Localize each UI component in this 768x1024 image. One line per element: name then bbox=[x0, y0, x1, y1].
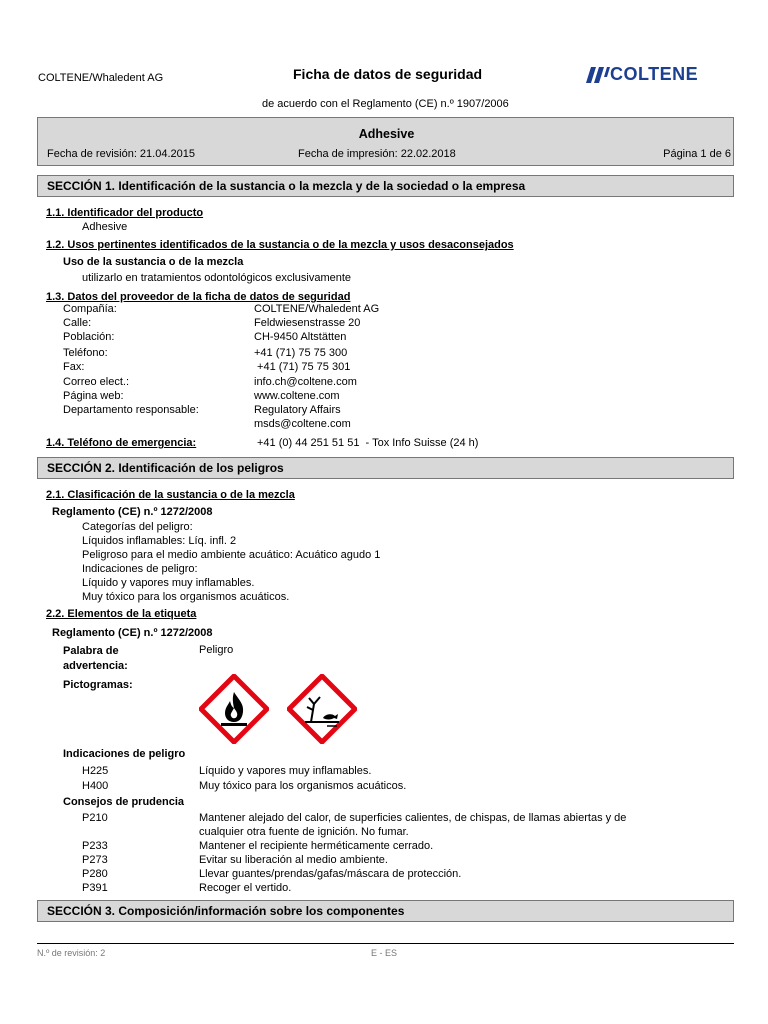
supplier-value: msds@coltene.com bbox=[254, 418, 351, 430]
subsection-1-2: 1.2. Usos pertinentes identificados de la sustancia o de la mezcla y usos desaconsejados bbox=[46, 239, 514, 251]
supplier-label: Calle: bbox=[63, 317, 92, 329]
precautionary-label: Consejos de prudencia bbox=[63, 796, 185, 808]
supplier-row bbox=[63, 317, 623, 331]
classification-line: Indicaciones de peligro: bbox=[82, 563, 198, 575]
supplier-label: Fax: bbox=[63, 361, 85, 373]
supplier-row bbox=[63, 404, 623, 418]
supplier-value: Feldwiesenstrasse 20 bbox=[254, 317, 361, 329]
section-3-header: SECCIÓN 3. Composición/información sobre los componentes bbox=[37, 900, 734, 922]
signal-word-label bbox=[63, 644, 128, 674]
print-date: Fecha de impresión: 22.02.2018 bbox=[298, 148, 456, 160]
regulation-label: Reglamento (CE) n.º 1272/2008 bbox=[52, 506, 213, 518]
supplier-value: +41 (71) 75 75 301 bbox=[254, 361, 351, 373]
classification-line: Líquido y vapores muy inflamables. bbox=[82, 577, 255, 589]
subsection-1-4: 1.4. Teléfono de emergencia: bbox=[46, 437, 197, 449]
precaution-code: P391 bbox=[82, 882, 108, 894]
signal-label-line: advertencia: bbox=[63, 660, 128, 672]
classification-line: Líquidos inflamables: Líq. infl. 2 bbox=[82, 535, 237, 547]
classification-line: Categorías del peligro: bbox=[82, 521, 193, 533]
use-text: utilizarlo en tratamientos odontológicos exclusivamente bbox=[82, 272, 352, 284]
revision-date: Fecha de revisión: 21.04.2015 bbox=[47, 148, 195, 160]
supplier-label: Compañía: bbox=[63, 303, 117, 315]
precaution-text: Evitar su liberación al medio ambiente. bbox=[199, 854, 388, 866]
pictograms-label: Pictogramas: bbox=[63, 679, 133, 691]
hazard-row bbox=[82, 764, 682, 779]
supplier-label: Población: bbox=[63, 331, 115, 343]
supplier-details bbox=[63, 303, 623, 432]
section-1-header: SECCIÓN 1. Identificación de la sustancia o la mezcla y de la sociedad o la empresa bbox=[37, 175, 734, 197]
supplier-label: Teléfono: bbox=[63, 347, 108, 359]
emergency-phone: +41 (0) 44 251 51 51 - Tox Info Suisse (24 h) bbox=[257, 437, 479, 449]
logo-text: COLTENE bbox=[610, 64, 699, 84]
hazard-code: H225 bbox=[82, 765, 109, 777]
precaution-row bbox=[82, 853, 702, 867]
precaution-code: P233 bbox=[82, 840, 108, 852]
environment-pictogram-icon bbox=[287, 674, 357, 744]
signal-word: Peligro bbox=[199, 644, 234, 656]
precaution-text: Mantener el recipiente herméticamente cerrado. bbox=[199, 840, 434, 852]
section-2-header: SECCIÓN 2. Identificación de los peligros bbox=[37, 457, 734, 479]
regulation-line: de acuerdo con el Reglamento (CE) n.º 1907/2006 bbox=[262, 98, 509, 110]
supplier-row bbox=[63, 390, 623, 404]
use-label: Uso de la sustancia o de la mezcla bbox=[63, 256, 244, 268]
supplier-label: Departamento responsable: bbox=[63, 404, 199, 416]
product-info-box bbox=[37, 117, 734, 166]
supplier-value: COLTENE/Whaledent AG bbox=[254, 303, 380, 315]
precaution-row bbox=[82, 825, 702, 839]
precaution-row bbox=[82, 867, 702, 881]
subsection-1-3: 1.3. Datos del proveedor de la ficha de datos de seguridad bbox=[46, 291, 351, 303]
hazard-text: Muy tóxico para los organismos acuáticos. bbox=[199, 780, 407, 792]
precaution-row bbox=[82, 811, 702, 825]
product-identifier: Adhesive bbox=[82, 221, 128, 233]
footer-language: E - ES bbox=[371, 948, 398, 958]
supplier-row bbox=[63, 347, 623, 361]
precaution-code: P280 bbox=[82, 868, 108, 880]
supplier-value: CH-9450 Altstätten bbox=[254, 331, 347, 343]
classification-line: Muy tóxico para los organismos acuáticos. bbox=[82, 591, 290, 603]
supplier-row bbox=[63, 331, 623, 347]
regulation-label-2: Reglamento (CE) n.º 1272/2008 bbox=[52, 627, 213, 639]
precaution-list bbox=[82, 811, 702, 895]
coltene-logo-icon bbox=[586, 67, 610, 83]
hazard-row bbox=[82, 779, 682, 794]
precaution-code: P273 bbox=[82, 854, 108, 866]
precaution-row bbox=[82, 881, 702, 895]
precaution-text: Recoger el vertido. bbox=[199, 882, 292, 894]
classification-line: Peligroso para el medio ambiente acuático: Acuático agudo 1 bbox=[82, 549, 381, 561]
hazard-list bbox=[82, 764, 682, 794]
supplier-value: www.coltene.com bbox=[254, 390, 340, 402]
subsection-2-2: 2.2. Elementos de la etiqueta bbox=[46, 608, 197, 620]
hazard-text: Líquido y vapores muy inflamables. bbox=[199, 765, 372, 777]
subsection-1-1: 1.1. Identificador del producto bbox=[46, 207, 204, 219]
document-title: Ficha de datos de seguridad bbox=[293, 66, 483, 82]
page-number: Página 1 de 6 bbox=[663, 148, 731, 160]
supplier-value: Regulatory Affairs bbox=[254, 404, 341, 416]
supplier-label: Página web: bbox=[63, 390, 124, 402]
precaution-code: P210 bbox=[82, 812, 108, 824]
flame-pictogram-icon bbox=[199, 674, 269, 744]
classification-list bbox=[82, 520, 380, 604]
signal-label-line: Palabra de bbox=[63, 645, 119, 657]
supplier-row bbox=[63, 418, 623, 432]
supplier-value: info.ch@coltene.com bbox=[254, 376, 357, 388]
subsection-2-1: 2.1. Clasificación de la sustancia o de la mezcla bbox=[46, 489, 295, 501]
footer-revision: N.º de revisión: 2 bbox=[37, 948, 106, 958]
footer-divider bbox=[37, 943, 734, 944]
precaution-text: Llevar guantes/prendas/gafas/máscara de protección. bbox=[199, 868, 462, 880]
supplier-row bbox=[63, 376, 623, 390]
supplier-row bbox=[63, 303, 623, 317]
hazard-code: H400 bbox=[82, 780, 109, 792]
precaution-text: cualquier otra fuente de ignición. No fumar. bbox=[199, 826, 409, 838]
supplier-row bbox=[63, 361, 623, 376]
precaution-text: Mantener alejado del calor, de superficies calientes, de chispas, de llamas abiertas y de bbox=[199, 812, 627, 824]
supplier-value: +41 (71) 75 75 300 bbox=[254, 347, 348, 359]
hazard-statements-label: Indicaciones de peligro bbox=[63, 748, 186, 760]
precaution-row bbox=[82, 839, 702, 853]
supplier-label: Correo elect.: bbox=[63, 376, 130, 388]
product-name: Adhesive bbox=[358, 127, 415, 141]
company-name: COLTENE/Whaledent AG bbox=[38, 72, 164, 84]
